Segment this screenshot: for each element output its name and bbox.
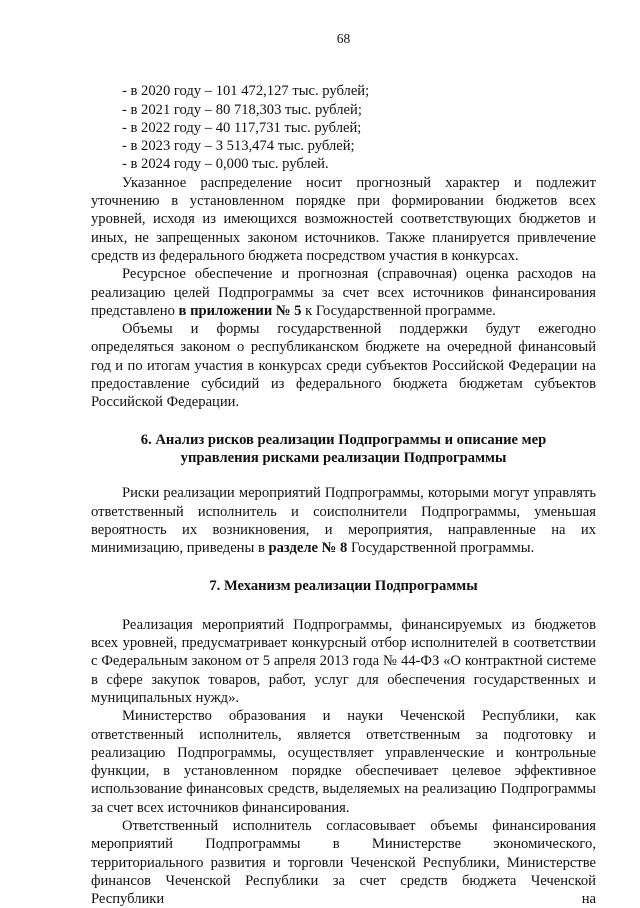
list-item: - в 2024 году – 0,000 тыс. рублей. (122, 156, 329, 173)
funding-list (91, 82, 596, 173)
paragraph-mechanism-1: Реализация мероприятий Подпрограммы, финансируемых из бюджетов всех уровней, предусматривает конкурсный отбор исполнителей в соответствии с Федеральным законом от 5 апреля 2013 года № 44-ФЗ «О контрактной системе в сфере закупок товаров, работ, услуг для обеспечения государственных и муниципальных нужд». (91, 616, 596, 706)
paragraph-mechanism-2: Министерство образования и науки Чеченской Республики, как ответственный исполнитель, является ответственным за подготовку и реализацию Подпрограммы, осуществляет управленческие и контрольные функции, в установленном порядке обеспечивает целевое эффективное использование финансовых средств, выделяемых на реализацию Подпрограммы за счет всех источников финансирования. (91, 708, 596, 816)
text-run: к Государственной программе. (301, 302, 496, 319)
section-7-heading: 7. Механизм реализации Подпрограммы (209, 578, 478, 595)
list-item: - в 2023 году – 3 513,474 тыс. рублей; (122, 138, 355, 155)
page-number: 68 (336, 31, 351, 46)
section-6-heading (91, 431, 596, 468)
heading-line: 6. Анализ рисков реализации Подпрограммы и описание мер (140, 431, 547, 448)
heading-line: управления рисками реализации Подпрограммы (180, 449, 507, 466)
list-item: - в 2020 году – 101 472,127 тыс. рублей; (122, 83, 370, 100)
text-run: Ресурсное обеспечение и прогнозная (справочная) оценка расходов на реализацию целей Подпрограммы за счет всех источников финансирования представлено (91, 266, 596, 319)
paragraph-volumes: Объемы и формы государственной поддержки будут ежегодно определяться законом о республиканском бюджете на очередной финансовый год и по итогам участия в конкурсах среди субъектов Российской Федерации на предоставление субсидий из федерального бюджета бюджетам субъектов Российской Федерации. (91, 321, 596, 411)
text-run: Риски реализации мероприятий Подпрограммы, которыми могут управлять ответственный исполнитель и соисполнители Подпрограммы, уменьшая вероятность их возникновения, и мероприятия, направленные на их минимизацию, приведены в (91, 485, 596, 557)
paragraph-mechanism-3: Ответственный исполнитель согласовывает объемы финансирования мероприятий Подпрограммы в Министерстве экономического, территориального развития и торговли Чеченской Республики, Министерстве финансов Чеченской Республики за счет средств бюджета Чеченской Республики на (91, 817, 596, 908)
text-run: Государственной программы. (347, 540, 535, 557)
paragraph-distribution: Указанное распределение носит прогнозный характер и подлежит уточнению в установленном порядке при формировании бюджетов всех уровней, исходя из имеющихся возможностей соответствующих бюджетов и иных, не запрещенных законом источников. Также планируется привлечение средств из федерального бюджета посредством участия в конкурсах. (91, 174, 596, 264)
list-item: - в 2022 году – 40 117,731 тыс. рублей; (122, 119, 362, 136)
list-item: - в 2021 году – 80 718,303 тыс. рублей; (122, 101, 362, 118)
bold-reference: в приложении № 5 (178, 302, 302, 319)
paragraph-risks (91, 484, 596, 557)
paragraph-resource (91, 265, 596, 320)
bold-reference: разделе № 8 (268, 540, 348, 557)
